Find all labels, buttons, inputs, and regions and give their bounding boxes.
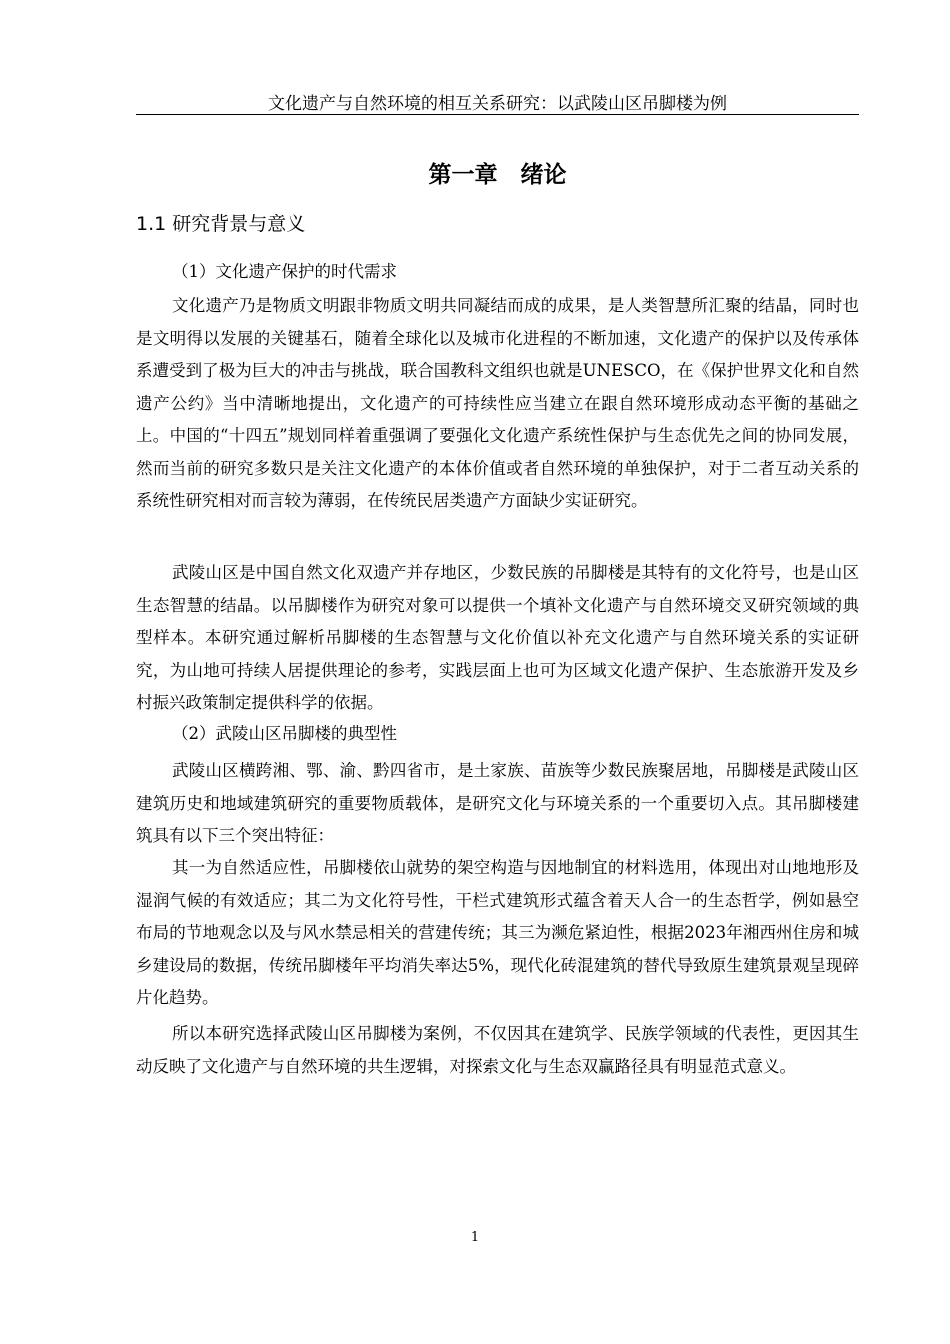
paragraph-wuling-significance: 武陵山区是中国自然文化双遗产并存地区，少数民族的吊脚楼是其特有的文化符号，也是山区生态智慧的结晶。以吊脚楼作为研究对象可以提供一个填补文化遗产与自然环境交叉研究领域的典型样本。本研究通过解析吊脚楼的生态智慧与文化价值以补充文化遗产与自然环境关系的实证研究，为山地可持续人居提供理论的参考，实践层面上也可为区域文化遗产保护、生态旅游开发及乡村振兴政策制定提供科学的依据。 bbox=[136, 563, 859, 712]
paragraph-case-selection: 所以本研究选择武陵山区吊脚楼为案例，不仅因其在建筑学、民族学领域的代表性，更因其生动反映了文化遗产与自然环境的共生逻辑，对探索文化与生态双赢路径具有明显范式意义。 bbox=[136, 1024, 859, 1076]
subsection-heading-1: （1）文化遗产保护的时代需求 bbox=[172, 262, 397, 281]
header-rule bbox=[136, 114, 859, 115]
page-number: 1 bbox=[470, 1230, 480, 1245]
chapter-title: 第一章 绪论 bbox=[428, 162, 567, 188]
paragraph-heritage-protection: 文化遗产乃是物质文明跟非物质文明共同凝结而成的成果，是人类智慧所汇聚的结晶，同时也是文明得以发展的关键基石，随着全球化以及城市化进程的不断加速，文化遗产的保护以及传承体系遭受到了极为巨大的冲击与挑战，联合国教科文组织也就是UNESCO，在《保护世界文化和自然遗产公约》当中清晰地提出，文化遗产的可持续性应当建立在跟自然环境形成动态平衡的基础之上。中国的“十四五”规划同样着重强调了要强化文化遗产系统性保护与生态优先之间的协同发展，然而当前的研究多数只是关注文化遗产的本体价值或者自然环境的单独保护，对于二者互动关系的系统性研究相对而言较为薄弱，在传统民居类遗产方面缺少实证研究。 bbox=[136, 296, 859, 510]
running-header: 文化遗产与自然环境的相互关系研究：以武陵山区吊脚楼为例 bbox=[268, 94, 727, 114]
subsection-heading-2: （2）武陵山区吊脚楼的典型性 bbox=[172, 724, 397, 743]
paragraph-three-features: 其一为自然适应性，吊脚楼依山就势的架空构造与因地制宜的材料选用，体现出对山地地形及湿润气候的有效适应；其二为文化符号性，干栏式建筑形式蕴含着天人合一的生态哲学，例如悬空布局的节地观念以及与风水禁忌相关的营建传统；其三为濒危紧迫性，根据2023年湘西州住房和城乡建设局的数据，传统吊脚楼年平均消失率达5%，现代化砖混建筑的替代导致原生建筑景观呈现碎片化趋势。 bbox=[136, 858, 859, 1007]
paragraph-wuling-region: 武陵山区横跨湘、鄂、渝、黔四省市，是土家族、苗族等少数民族聚居地，吊脚楼是武陵山区建筑历史和地域建筑研究的重要物质载体，是研究文化与环境关系的一个重要切入点。其吊脚楼建筑具有以下三个突出特征： bbox=[136, 761, 859, 845]
section-title: 1.1 研究背景与意义 bbox=[136, 213, 306, 235]
